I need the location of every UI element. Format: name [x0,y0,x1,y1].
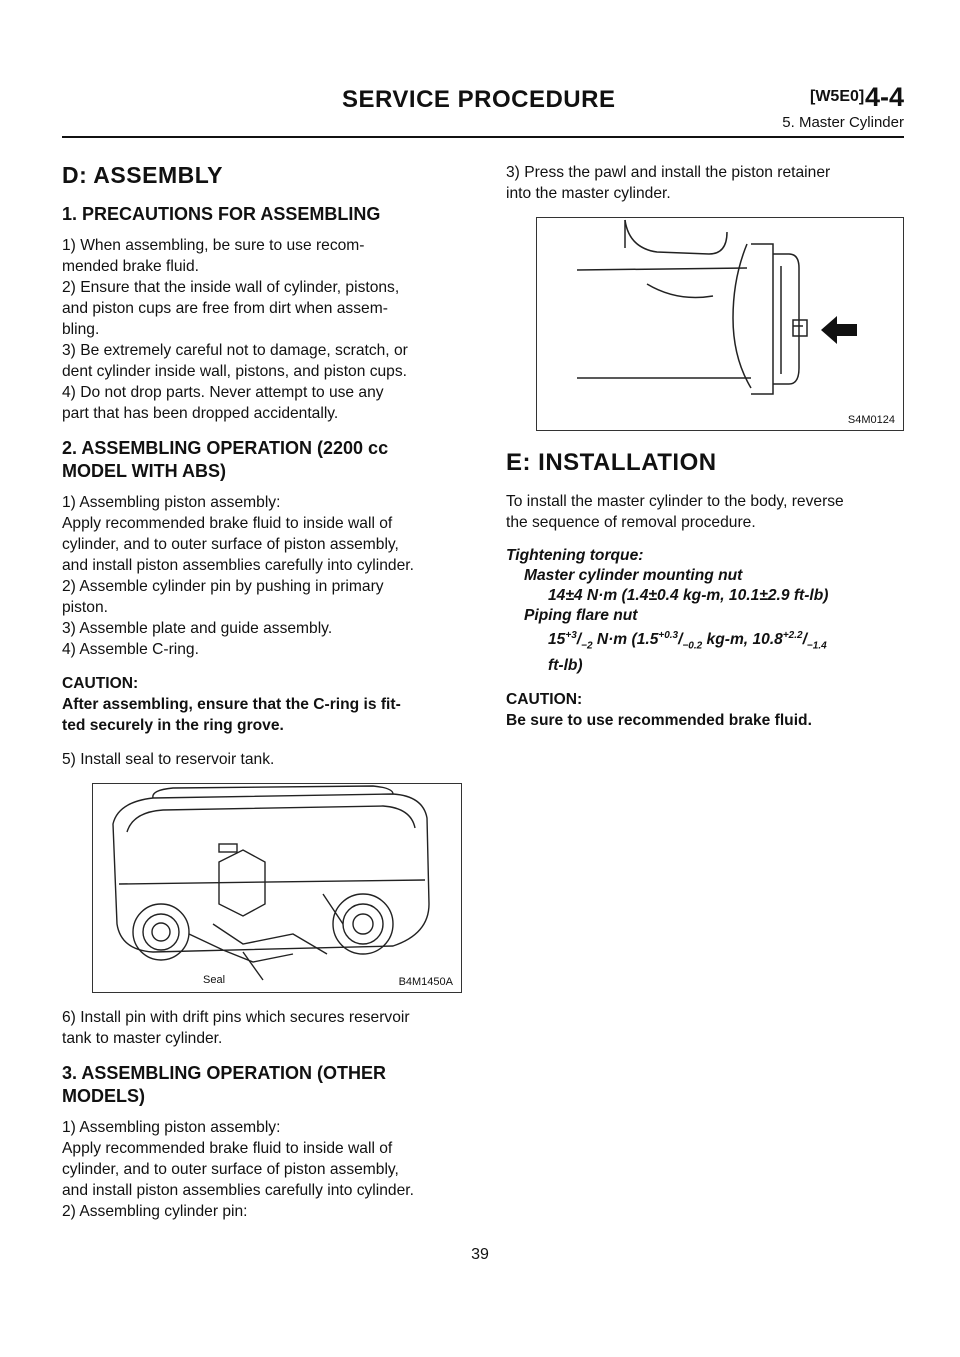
text-line: 2) Assembling cylinder pin: [62,1203,248,1220]
reservoir-seal-figure [92,783,462,993]
text-line: 3) Be extremely careful not to damage, scratch, or [62,342,408,359]
c-ring-caution [62,673,460,736]
precautions-text [62,235,460,424]
caution-text: Be sure to use recommended brake fluid. [506,712,812,730]
caution-text: After assembling, ensure that the C-ring is fit- [62,696,401,713]
text-line: 2) Assemble cylinder pin by pushing in primary [62,578,384,595]
figure-code: S4M0124 [847,414,895,426]
text-line: and install piston assemblies carefully into cylinder. [62,557,414,574]
header-section-number: 4-4 [864,82,904,112]
header-code: [W5E0] [810,88,865,105]
title-line: MODEL WITH ABS) [62,461,226,481]
installation-heading: E: INSTALLATION [506,449,717,476]
right-column [506,162,904,744]
torque-value: $15^{+3}/_{-2}$ N·m ($1.5^{+0.3}/_{-0.2}$ kg-m, $10.8^{+2.2}/_{-1.4}$ [548,630,827,652]
caution-heading: CAUTION: [62,675,139,692]
seal-callout: Seal [203,974,226,986]
step-install-pin [62,1007,460,1049]
text-line: 1) Assembling piston assembly: [62,494,281,511]
assembling-abs-text [62,492,460,660]
text-line: and piston cups are free from dirt when assem- [62,300,388,317]
text-line: Apply recommended brake fluid to inside wall of [62,515,393,532]
text-line: 4) Assemble C-ring. [62,641,199,658]
figure-code: B4M1450A [398,976,453,988]
text-line: 6) Install pin with drift pins which secures reservoir [62,1009,410,1026]
text-line: 3) Press the pawl and install the piston retainer [506,164,831,181]
text-line: cylinder, and to outer surface of piston assembly, [62,1161,399,1178]
text-line: part that has been dropped accidentally. [62,405,339,422]
title-line: 2. ASSEMBLING OPERATION (2200 cc [62,438,389,458]
assembling-abs-title [62,437,460,483]
title-line: MODELS) [62,1086,145,1106]
assembly-heading: D: ASSEMBLY [62,162,223,188]
text-line: mended brake fluid. [62,258,199,275]
text-line: piston. [62,599,108,616]
text-line: Apply recommended brake fluid to inside wall of [62,1140,393,1157]
text-line: 1) Assembling piston assembly: [62,1119,281,1136]
torque-value: 14±4 N·m (1.4±0.4 kg-m, 10.1±2.9 ft-lb) [548,587,829,604]
text-line: into the master cylinder. [506,185,671,202]
precautions-title: 1. PRECAUTIONS FOR ASSEMBLING [62,204,381,224]
master-cylinder-illustration [537,218,903,430]
header-subtitle: 5. Master Cylinder [782,114,904,131]
page-number: 39 [471,1246,489,1263]
text-line: 4) Do not drop parts. Never attempt to use any [62,384,384,401]
piston-retainer-figure [536,217,904,431]
text-line: To install the master cylinder to the body, reverse [506,493,844,510]
step-install-seal: 5) Install seal to reservoir tank. [62,751,275,768]
caution-heading: CAUTION: [506,691,583,709]
tightening-torque [506,546,904,676]
text-line: bling. [62,321,100,338]
torque-value-end: ft-lb) [548,657,583,675]
header-rule [62,136,904,138]
torque-item: Master cylinder mounting nut [524,567,743,584]
header-title: SERVICE PROCEDURE [342,86,616,113]
pawl-arrow [821,316,857,344]
torque-title: Tightening torque: [506,547,644,564]
torque-item: Piping flare nut [524,607,638,624]
page-header [62,82,904,142]
text-line: 2) Ensure that the inside wall of cylinder, pistons, [62,279,400,296]
caution-text: ted securely in the ring grove. [62,717,284,734]
text-line: the sequence of removal procedure. [506,514,756,531]
text-line: dent cylinder inside wall, pistons, and piston cups. [62,363,407,380]
reservoir-tank-illustration [93,784,461,992]
title-line: 3. ASSEMBLING OPERATION (OTHER [62,1063,387,1083]
left-column [62,162,460,1235]
assembling-other-text [62,1117,460,1222]
text-line: cylinder, and to outer surface of piston assembly, [62,536,399,553]
text-line: 1) When assembling, be sure to use recom- [62,237,365,254]
text-line: 3) Assemble plate and guide assembly. [62,620,333,637]
text-line: and install piston assemblies carefully into cylinder. [62,1182,414,1199]
installation-text [506,491,904,533]
step-piston-retainer [506,162,904,204]
assembling-other-title [62,1062,460,1108]
brake-fluid-caution [506,689,904,731]
text-line: tank to master cylinder. [62,1030,223,1047]
